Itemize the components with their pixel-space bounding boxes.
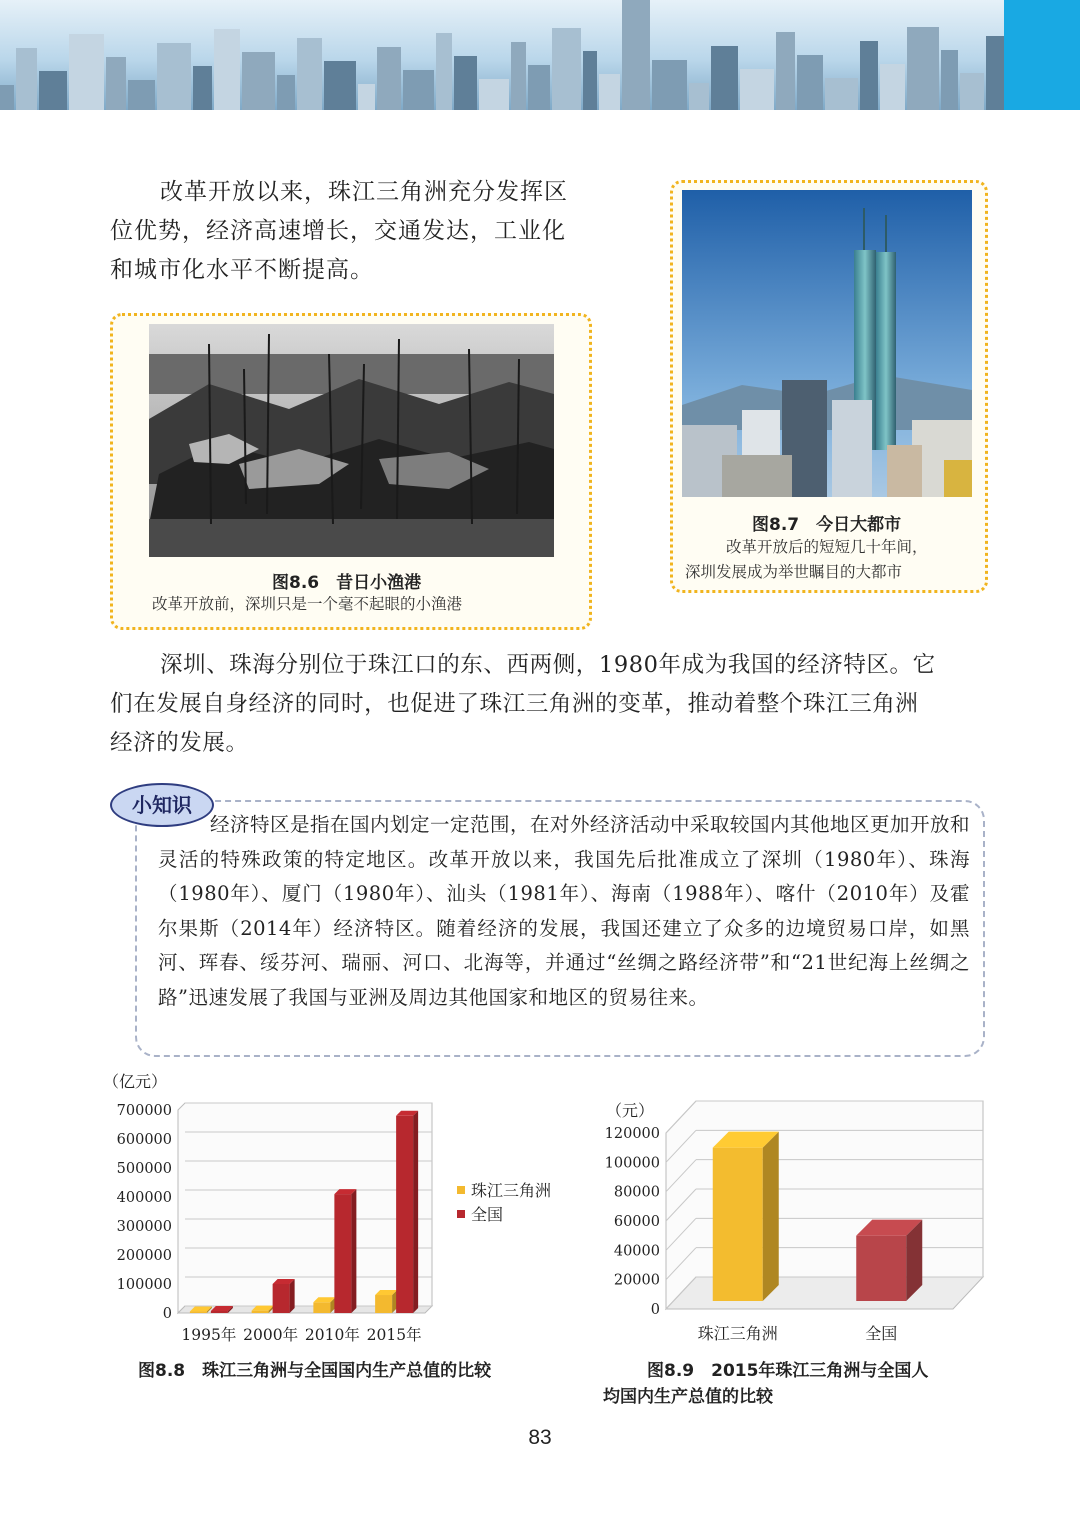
chart-8-8-legend-label: 全国 <box>471 1205 504 1224</box>
skyline-building <box>297 38 322 110</box>
chart-8-8-y-tick: 200000 <box>116 1248 172 1264</box>
chart-8-9-x-label: 全国 <box>865 1324 898 1343</box>
chapter-tab <box>1004 0 1080 110</box>
figure-8-7-title: 图8.7 今日大都市 <box>752 515 902 535</box>
chart-gdp-comparison <box>95 1065 595 1355</box>
skyline-building <box>403 70 434 110</box>
chart-8-8-bar-national-side <box>290 1279 295 1313</box>
chart-8-8-back-wall <box>178 1103 432 1313</box>
skyline-building <box>825 78 858 110</box>
chart-8-8-bar-national-front <box>334 1194 351 1313</box>
skyline-building <box>0 85 14 110</box>
chart-8-8-caption: 图8.8 珠江三角洲与全国国内生产总值的比较 <box>138 1361 492 1381</box>
chart-8-9-bar <box>856 1220 922 1301</box>
skyline-building <box>552 28 581 110</box>
chart-8-9-y-tick: 60000 <box>613 1214 660 1230</box>
chart-8-8-bar-prd-front <box>252 1311 269 1313</box>
skyline-building <box>193 66 212 110</box>
chart-8-8-x-label: 2015年 <box>366 1326 422 1344</box>
knowledge-badge: 小知识 <box>110 783 214 827</box>
skyline-building <box>941 50 958 110</box>
page-number: 83 <box>528 1426 552 1449</box>
skyline-building <box>157 43 191 110</box>
chart-8-9-y-tick: 100000 <box>604 1155 660 1172</box>
skyline-building <box>242 52 275 110</box>
figure-8-7-caption-line-1: 改革开放后的短短几十年间， <box>726 538 928 556</box>
skyline-building <box>907 27 939 110</box>
chart-8-8-y-tick: 600000 <box>116 1132 172 1148</box>
chart-8-8-x-label: 1995年 <box>181 1326 237 1344</box>
skyline-building <box>511 42 526 110</box>
chart-8-9-y-tick: 80000 <box>613 1184 660 1201</box>
chart-8-8-bar-national-front <box>211 1311 228 1313</box>
skyline-building <box>128 80 155 110</box>
skyline-building <box>740 69 774 110</box>
metropolis-illustration <box>682 190 972 497</box>
skyline-building <box>16 48 37 110</box>
skyline-building <box>454 56 477 110</box>
chart-8-8-y-tick: 300000 <box>116 1219 172 1235</box>
skyline-building <box>277 75 295 110</box>
chart-8-9-y-tick: 0 <box>650 1302 660 1318</box>
chart-8-8-bar-prd <box>313 1297 335 1313</box>
chart-8-8-bar-national <box>396 1111 418 1313</box>
chart-8-9-bar-front <box>713 1148 763 1301</box>
chart-8-8-bar-national-side <box>351 1189 356 1313</box>
chart-8-9-bar-side <box>763 1132 779 1301</box>
chart-8-9-caption-line-2: 均国内生产总值的比较 <box>603 1387 773 1407</box>
skyline-building <box>479 79 509 110</box>
header-banner <box>0 0 1080 110</box>
intro-line-1: 改革开放以来，珠江三角洲充分发挥区 <box>160 179 568 205</box>
chart-8-8-bar-national-front <box>273 1284 290 1313</box>
chart-8-8-y-tick: 700000 <box>116 1103 172 1119</box>
skyline-building <box>711 46 738 110</box>
fishing-port-illustration <box>149 324 554 557</box>
chart-8-8-bar-national <box>334 1189 356 1313</box>
chart-8-9-unit-label: （元） <box>606 1101 655 1120</box>
chart-8-9-bar <box>713 1132 779 1301</box>
skyline-building <box>797 55 823 110</box>
chart-8-8-y-tick: 500000 <box>116 1161 172 1177</box>
skyline-building <box>39 71 67 110</box>
skyline-building <box>689 83 709 110</box>
fishing-port-photo <box>149 324 554 557</box>
skyline-building <box>583 51 597 110</box>
second-line-3: 经济的发展。 <box>110 730 249 756</box>
knowledge-text: 经济特区是指在国内划定一定范围，在对外经济活动中采取较国内其他地区更加开放和灵活的特殊政策的特定地区。改革开放以来，我国先后批准成立了深圳（1980年）、珠海（1980年）、厦门（1980年）、汕头（1981年）、海南（1988年）、喀什（2010年）及霍尔果斯（2014年）经济特区。随着经济的发展，我国还建立了众多的边境贸易口岸，如黑河、珲春、绥芬河、瑞丽、河口、北海等，并通过“丝绸之路经济带”和“21世纪海上丝绸之路”迅速发展了我国与亚洲及周边其他国家和地区的贸易往来。 <box>158 813 971 1009</box>
chart-8-9-x-label: 珠江三角洲 <box>697 1324 778 1343</box>
intro-paragraph <box>110 173 610 290</box>
chart-8-8-bar-prd-front <box>375 1295 392 1313</box>
skyline-building <box>860 41 878 110</box>
skyline-building <box>960 73 984 110</box>
chart-8-9-caption-line-1: 图8.9 2015年珠江三角洲与全国人 <box>647 1361 929 1381</box>
chart-per-capita-gdp <box>598 1095 998 1355</box>
skyline-building <box>106 57 126 110</box>
skyline-building <box>214 29 240 110</box>
second-line-2: 们在发展自身经济的同时，也促进了珠江三角洲的变革，推动着整个珠江三角洲 <box>110 691 919 717</box>
chart-8-8-bar-national-front <box>396 1116 413 1313</box>
chart-8-8-legend-swatch <box>457 1186 465 1194</box>
skyline-building <box>377 47 401 110</box>
chart-8-9-y-tick: 40000 <box>613 1243 660 1260</box>
skyline-building <box>324 61 356 110</box>
chart-8-8-legend-label: 珠江三角洲 <box>471 1181 552 1200</box>
skyline-building <box>652 60 687 110</box>
skyline-building <box>436 33 452 110</box>
skyline-building <box>528 65 550 110</box>
skyline-building <box>599 74 620 110</box>
chart-8-9-y-tick: 20000 <box>613 1272 660 1289</box>
chart-8-8-y-tick: 100000 <box>116 1277 172 1293</box>
figure-8-7-caption-line-2: 深圳发展成为举世瞩目的大都市 <box>685 563 903 581</box>
chart-8-8-bar-prd-front <box>313 1302 330 1313</box>
skyline-building <box>622 0 650 110</box>
chart-8-8-x-label: 2010年 <box>304 1326 360 1344</box>
metropolis-photo <box>682 190 972 497</box>
second-line-1: 深圳、珠海分别位于珠江口的东、西两侧，1980年成为我国的经济特区。它 <box>160 652 936 678</box>
figure-8-6-title: 图8.6 昔日小渔港 <box>272 573 422 593</box>
figure-8-6-caption: 改革开放前，深圳只是一个毫不起眼的小渔港 <box>152 595 463 613</box>
chart-8-8-legend-swatch <box>457 1210 465 1218</box>
chart-8-8-bar-national-side <box>413 1111 418 1313</box>
chart-8-8-unit-label: （亿元） <box>103 1072 168 1091</box>
chart-8-8-bar-national <box>273 1279 295 1313</box>
chart-8-8-bar-prd <box>375 1290 397 1313</box>
chart-8-8-y-tick: 400000 <box>116 1190 172 1206</box>
skyline-building <box>776 32 795 110</box>
intro-line-3: 和城市化水平不断提高。 <box>110 257 374 283</box>
skyline-building <box>69 34 104 110</box>
chart-8-9-bar-front <box>856 1236 906 1301</box>
chart-8-8-y-tick: 0 <box>162 1306 172 1322</box>
second-paragraph <box>110 646 990 763</box>
skyline-building <box>880 64 905 110</box>
skyline-building <box>358 84 375 110</box>
chart-8-8-bar-prd-front <box>190 1312 207 1313</box>
intro-line-2: 位优势，经济高速增长，交通发达，工业化 <box>110 218 566 244</box>
chart-8-9-y-tick: 120000 <box>604 1126 660 1142</box>
chart-8-8-x-label: 2000年 <box>243 1326 299 1344</box>
